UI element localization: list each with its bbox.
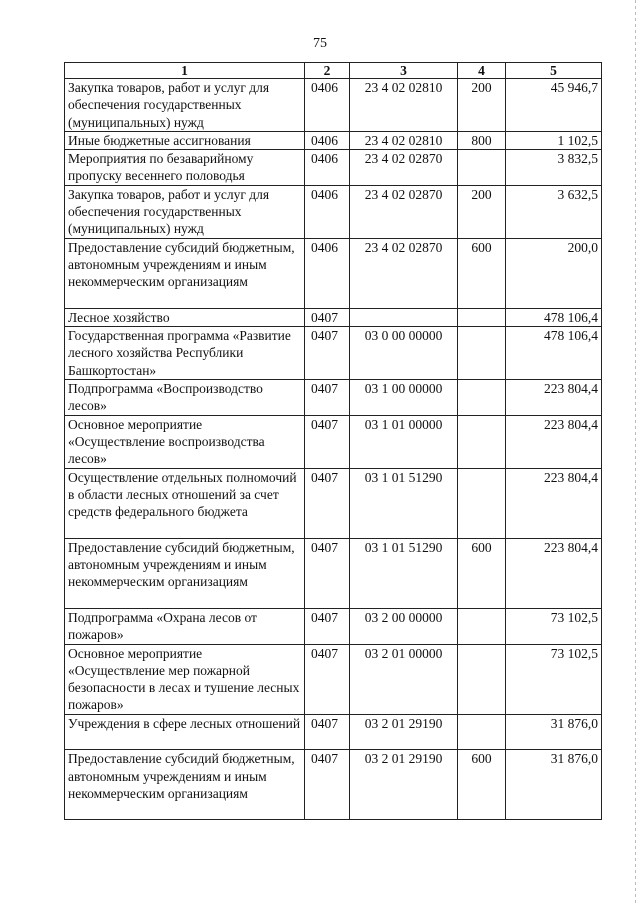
header-col-5: 5 <box>506 63 602 79</box>
table-row <box>65 150 602 186</box>
table-row <box>65 750 602 820</box>
cell-type <box>458 308 506 326</box>
table-row <box>65 380 602 416</box>
cell-name: Государственная программа «Развитие лесного хозяйства Республики Башкортостан» <box>65 327 305 380</box>
cell-code: 03 2 01 29190 <box>350 750 458 820</box>
table-row <box>65 415 602 468</box>
cell-amount: 3 632,5 <box>506 185 602 238</box>
cell-amount: 223 804,4 <box>506 468 602 538</box>
header-col-4: 4 <box>458 63 506 79</box>
cell-name: Основное мероприятие «Осуществление воспроизводства лесов» <box>65 415 305 468</box>
cell-code: 03 1 01 00000 <box>350 415 458 468</box>
cell-type: 200 <box>458 79 506 132</box>
cell-section: 0407 <box>305 308 350 326</box>
cell-amount: 478 106,4 <box>506 327 602 380</box>
cell-code: 23 4 02 02870 <box>350 150 458 186</box>
cell-name: Предоставление субсидий бюджетным, автономным учреждениям и иным некоммерческим организациям <box>65 238 305 308</box>
cell-type: 600 <box>458 238 506 308</box>
cell-type: 600 <box>458 538 506 608</box>
cell-name: Подпрограмма «Воспроизводство лесов» <box>65 380 305 416</box>
cell-section: 0407 <box>305 714 350 750</box>
scan-edge <box>635 0 636 905</box>
cell-type <box>458 150 506 186</box>
table-row <box>65 644 602 714</box>
cell-section: 0407 <box>305 644 350 714</box>
cell-name: Иные бюджетные ассигнования <box>65 131 305 149</box>
table-row <box>65 608 602 644</box>
cell-section: 0407 <box>305 327 350 380</box>
cell-code: 03 1 01 51290 <box>350 468 458 538</box>
table-row <box>65 79 602 132</box>
cell-type <box>458 415 506 468</box>
header-col-2: 2 <box>305 63 350 79</box>
cell-section: 0406 <box>305 131 350 149</box>
header-col-1: 1 <box>65 63 305 79</box>
cell-type <box>458 468 506 538</box>
cell-amount: 73 102,5 <box>506 608 602 644</box>
cell-code: 03 2 01 00000 <box>350 644 458 714</box>
header-row <box>65 63 602 79</box>
cell-code: 23 4 02 02870 <box>350 238 458 308</box>
cell-name: Лесное хозяйство <box>65 308 305 326</box>
cell-type <box>458 644 506 714</box>
table-row <box>65 468 602 538</box>
table-row <box>65 538 602 608</box>
cell-name: Подпрограмма «Охрана лесов от пожаров» <box>65 608 305 644</box>
cell-name: Закупка товаров, работ и услуг для обеспечения государственных (муниципальных) нужд <box>65 79 305 132</box>
table-row <box>65 308 602 326</box>
cell-name: Учреждения в сфере лесных отношений <box>65 714 305 750</box>
cell-name: Осуществление отдельных полномочий в области лесных отношений за счет средств федерального бюджета <box>65 468 305 538</box>
header-col-3: 3 <box>350 63 458 79</box>
cell-type <box>458 327 506 380</box>
cell-section: 0407 <box>305 538 350 608</box>
table-row <box>65 238 602 308</box>
cell-code: 23 4 02 02870 <box>350 185 458 238</box>
table-header <box>65 63 602 79</box>
cell-section: 0407 <box>305 380 350 416</box>
cell-type <box>458 380 506 416</box>
cell-section: 0407 <box>305 608 350 644</box>
cell-name: Предоставление субсидий бюджетным, автономным учреждениям и иным некоммерческим организациям <box>65 538 305 608</box>
cell-code: 23 4 02 02810 <box>350 131 458 149</box>
cell-code: 03 0 00 00000 <box>350 327 458 380</box>
cell-section: 0407 <box>305 750 350 820</box>
table-row <box>65 327 602 380</box>
cell-type: 800 <box>458 131 506 149</box>
table-row <box>65 185 602 238</box>
cell-name: Мероприятия по безаварийному пропуску весеннего половодья <box>65 150 305 186</box>
cell-name: Закупка товаров, работ и услуг для обеспечения государственных (муниципальных) нужд <box>65 185 305 238</box>
cell-amount: 200,0 <box>506 238 602 308</box>
table-row <box>65 131 602 149</box>
cell-amount: 31 876,0 <box>506 714 602 750</box>
cell-name: Основное мероприятие «Осуществление мер пожарной безопасности в лесах и тушение лесных пожаров» <box>65 644 305 714</box>
cell-section: 0407 <box>305 415 350 468</box>
cell-type <box>458 714 506 750</box>
table-body <box>65 79 602 820</box>
budget-table <box>64 62 602 820</box>
cell-type: 200 <box>458 185 506 238</box>
cell-amount: 223 804,4 <box>506 538 602 608</box>
cell-amount: 1 102,5 <box>506 131 602 149</box>
cell-amount: 478 106,4 <box>506 308 602 326</box>
cell-code: 03 1 00 00000 <box>350 380 458 416</box>
cell-amount: 223 804,4 <box>506 380 602 416</box>
cell-name: Предоставление субсидий бюджетным, автономным учреждениям и иным некоммерческим организациям <box>65 750 305 820</box>
cell-type: 600 <box>458 750 506 820</box>
cell-amount: 73 102,5 <box>506 644 602 714</box>
page-number: 75 <box>313 36 327 51</box>
cell-code: 03 2 00 00000 <box>350 608 458 644</box>
cell-section: 0407 <box>305 468 350 538</box>
cell-code: 23 4 02 02810 <box>350 79 458 132</box>
cell-amount: 3 832,5 <box>506 150 602 186</box>
cell-type <box>458 608 506 644</box>
cell-section: 0406 <box>305 238 350 308</box>
cell-amount: 45 946,7 <box>506 79 602 132</box>
cell-code <box>350 308 458 326</box>
cell-section: 0406 <box>305 79 350 132</box>
cell-section: 0406 <box>305 185 350 238</box>
cell-code: 03 1 01 51290 <box>350 538 458 608</box>
cell-amount: 223 804,4 <box>506 415 602 468</box>
cell-code: 03 2 01 29190 <box>350 714 458 750</box>
table-row <box>65 714 602 750</box>
cell-amount: 31 876,0 <box>506 750 602 820</box>
cell-section: 0406 <box>305 150 350 186</box>
